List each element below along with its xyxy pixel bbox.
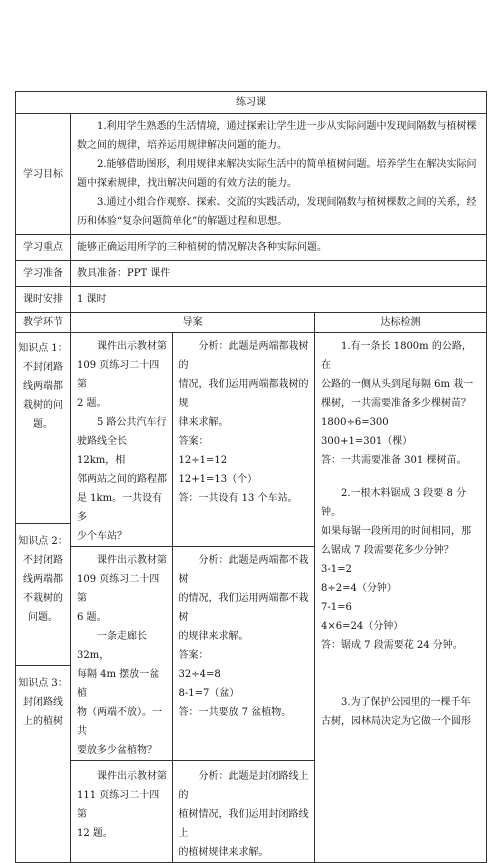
guide-inner-table [71, 333, 315, 862]
check-line: 古树，园林局决定为它做一个圆形 [321, 716, 471, 727]
section-label-line: 栽树的问 [23, 400, 63, 411]
section-label-line: 不封闭路 [23, 555, 63, 566]
task-line: 109 页练习二十四第 [77, 360, 160, 390]
check-line: 答：一共需要准备 301 棵树苗。 [321, 455, 467, 466]
section-labels-col [16, 333, 71, 863]
analysis-line: 8-1=7（盆） [178, 688, 240, 699]
analysis-line: 情况，我们运用两端都栽树的规 [178, 379, 309, 409]
check-line: 3.为了保护公园里的一棵千年 [341, 697, 471, 708]
prep-text: 教具准备：PPT 课件 [71, 261, 487, 287]
check-question-1 [321, 337, 480, 470]
section-label-line: 知识点 1： [18, 343, 68, 354]
task-cell [71, 547, 172, 761]
section-label-line: 上的植树 [23, 716, 63, 727]
analysis-line: 的情况，我们运用两端都不栽树 [178, 593, 309, 623]
task-line: 课件出示教材第 [97, 341, 167, 352]
task-line: 每隔 4m 摆放一盆植 [77, 669, 160, 699]
task-cell [71, 761, 172, 863]
check-header: 达标检测 [315, 313, 487, 333]
task-line: 要放多少盆植物？ [77, 745, 157, 756]
task-line: 邻两站之间的路程都 [77, 474, 167, 485]
stage-header: 教学环节 [16, 313, 71, 333]
schedule-label: 课时安排 [16, 287, 71, 313]
check-line: 8÷2=4（分钟） [321, 583, 397, 594]
task-line: 111 页练习二十四第 [77, 790, 160, 820]
goal-item: 2.能够借助图形，利用规律来解决实际生活中的简单植树问题。培养学生在解决实际问题中探索规律，找出解决问题的有效方法的能力。 [77, 159, 477, 189]
check-question-2 [321, 484, 480, 655]
task-cell [71, 333, 172, 547]
check-line: 2.一根木料锯成 3 段要 8 分钟。 [321, 488, 466, 518]
guide-col [71, 333, 315, 863]
check-line: 300+1=301（棵） [321, 436, 413, 447]
check-question-3 [321, 693, 480, 731]
check-line: 如果每锯一段所用的时间相同，那 [321, 526, 471, 537]
section-label [16, 333, 70, 523]
section-label-line: 不栽树的 [23, 593, 63, 604]
section-label-line: 知识点 2： [18, 536, 68, 547]
section-label-line: 题。 [33, 419, 53, 430]
prep-label: 学习准备 [16, 261, 71, 287]
analysis-line: 律来求解。 [178, 417, 229, 428]
analysis-line: 32÷4=8 [178, 669, 221, 680]
analysis-line: 的规律来求解。 [178, 631, 249, 642]
goals-content [71, 114, 487, 235]
task-line: 驶路线全长 12km，相 [77, 436, 127, 466]
check-line: 么锯成 7 段需要花多少分钟？ [321, 545, 454, 556]
check-line: 答：锯成 7 段需要花 24 分钟。 [321, 640, 463, 651]
check-line: 4×6=24（分钟） [321, 621, 404, 632]
section-label [16, 523, 70, 665]
analysis-line: 答：一共设有 13 个车站。 [178, 493, 298, 504]
task-line: 课件出示教材第 [97, 771, 167, 782]
check-line: 棵树，一共需要准备多少棵树苗？ [321, 398, 471, 409]
guide-header: 导案 [71, 313, 315, 333]
section-label-line: 不封闭路 [23, 362, 63, 373]
analysis-line: 分析：此题是两端都不栽树 [178, 555, 309, 585]
task-line: 12 题。 [77, 828, 113, 839]
task-line: 109 页练习二十四第 [77, 574, 160, 604]
task-line: 一条走廊长 32m， [77, 631, 147, 661]
section-label-line: 线两端都 [23, 381, 63, 392]
check-line: 公路的一侧从头到尾每隔 6m 栽一 [321, 379, 474, 390]
task-line: 物（两端不放）。一共 [77, 707, 162, 737]
goal-item: 3.通过小组合作观察、探索、交流的实践活动，发现间隔数与植树棵数之间的关系，经历和体验“复杂问题简单化”的解题过程和思想。 [77, 197, 477, 227]
goal-item: 1.利用学生熟悉的生活情境，通过探索让学生进一步从实际问题中发现间隔数与植树棵数之间的规律，培养运用规律解决问题的能力。 [77, 121, 477, 151]
analysis-line: 答：一共要放 7 盆植物。 [178, 707, 292, 718]
goals-label: 学习目标 [16, 114, 71, 235]
section-label-line: 问题。 [28, 612, 58, 623]
analysis-cell [172, 761, 315, 863]
task-line: 是 1km。一共设有多 [77, 493, 163, 523]
task-line: 6 题。 [77, 612, 107, 623]
schedule-text: 1 课时 [71, 287, 487, 313]
analysis-line: 答案： [178, 650, 209, 661]
check-line: 1800÷6=300 [321, 417, 389, 428]
analysis-line: 的植树规律来求解。 [178, 847, 269, 858]
section-label-line: 知识点 3： [18, 678, 68, 689]
section-label-line: 封闭路线 [23, 697, 63, 708]
key-point-text: 能够正确运用所学的三种植树的情况解决各种实际问题。 [71, 235, 487, 261]
task-line: 5 路公共汽车行 [97, 417, 167, 428]
section-label [16, 665, 70, 745]
analysis-line: 分析：此题是两端都栽树的 [178, 341, 309, 371]
analysis-line: 分析：此题是封闭路线上的 [178, 771, 309, 801]
task-line: 2 题。 [77, 398, 107, 409]
key-point-label: 学习重点 [16, 235, 71, 261]
check-col [315, 333, 487, 863]
section-label-line: 线两端都 [23, 574, 63, 585]
analysis-cell [172, 547, 315, 761]
task-line: 课件出示教材第 [97, 555, 167, 566]
check-line: 3-1=2 [321, 564, 352, 575]
page-title: 练习课 [16, 92, 487, 114]
check-line: 1.有一条长 1800m 的公路，在 [321, 341, 472, 371]
analysis-line: 12÷1=12 [178, 455, 228, 466]
analysis-line: 答案： [178, 436, 209, 447]
check-line: 7-1=6 [321, 602, 352, 613]
task-line: 少个车站？ [77, 531, 127, 542]
analysis-cell [172, 333, 315, 547]
analysis-line: 12+1=13（个） [178, 474, 258, 485]
analysis-line: 植树情况，我们运用封闭路线上 [178, 809, 309, 839]
lesson-plan-table [15, 91, 487, 863]
